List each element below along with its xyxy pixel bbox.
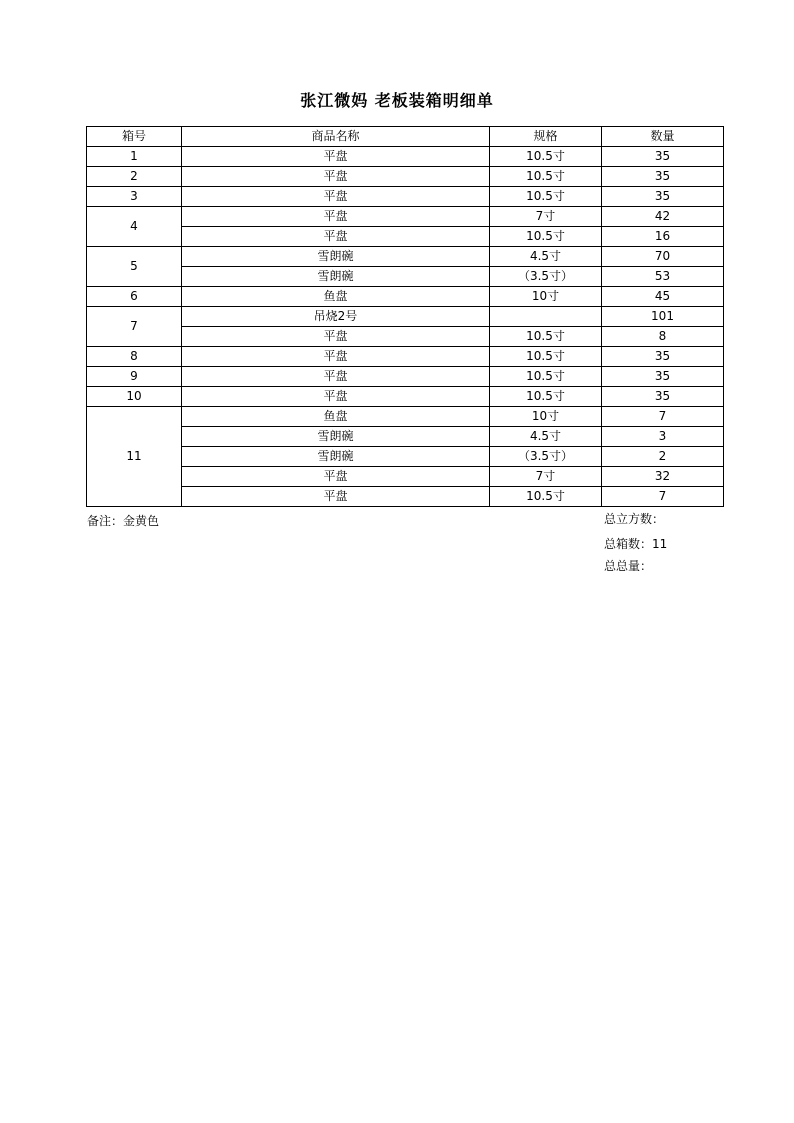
table-row <box>87 407 724 427</box>
cell-quantity: 35 <box>602 187 724 207</box>
table-body <box>87 147 724 507</box>
cell-box-no: 10 <box>87 387 182 407</box>
header-box-no: 箱号 <box>87 127 182 147</box>
table-row <box>87 187 724 207</box>
cell-box-no: 1 <box>87 147 182 167</box>
cell-spec: 10.5寸 <box>490 227 602 247</box>
cell-product-name: 雪朗碗 <box>182 247 490 267</box>
cell-quantity: 53 <box>602 267 724 287</box>
cell-spec: 4.5寸 <box>490 247 602 267</box>
table-row <box>87 467 724 487</box>
cell-product-name: 鱼盘 <box>182 287 490 307</box>
total-boxes-label: 总箱数：11 <box>604 537 668 551</box>
cell-spec: 10.5寸 <box>490 367 602 387</box>
cell-spec: 10寸 <box>490 407 602 427</box>
cell-spec <box>490 307 602 327</box>
table-row <box>87 267 724 287</box>
cell-quantity: 70 <box>602 247 724 267</box>
cell-spec: 10.5寸 <box>490 187 602 207</box>
cell-product-name: 平盘 <box>182 367 490 387</box>
cell-quantity: 7 <box>602 407 724 427</box>
table-row <box>87 327 724 347</box>
table-row <box>87 287 724 307</box>
cell-quantity: 35 <box>602 387 724 407</box>
cell-product-name: 平盘 <box>182 347 490 367</box>
cell-quantity: 35 <box>602 167 724 187</box>
cell-product-name: 平盘 <box>182 327 490 347</box>
cell-product-name: 平盘 <box>182 187 490 207</box>
cell-quantity: 7 <box>602 487 724 507</box>
remark-note: 备注：金黄色 <box>87 514 160 528</box>
cell-quantity: 35 <box>602 347 724 367</box>
cell-box-no: 3 <box>87 187 182 207</box>
cell-box-no: 9 <box>87 367 182 387</box>
cell-quantity: 8 <box>602 327 724 347</box>
header-spec: 规格 <box>490 127 602 147</box>
cell-spec: 7寸 <box>490 467 602 487</box>
cell-product-name: 雪朗碗 <box>182 427 490 447</box>
cell-spec: （3.5寸） <box>490 447 602 467</box>
cell-product-name: 雪朗碗 <box>182 267 490 287</box>
cell-box-no: 7 <box>87 307 182 347</box>
table-row <box>87 207 724 227</box>
cell-quantity: 16 <box>602 227 724 247</box>
cell-quantity: 2 <box>602 447 724 467</box>
table-row <box>87 227 724 247</box>
table-row <box>87 307 724 327</box>
cell-spec: 7寸 <box>490 207 602 227</box>
table-row <box>87 147 724 167</box>
table-row <box>87 487 724 507</box>
table-row <box>87 427 724 447</box>
cell-quantity: 35 <box>602 367 724 387</box>
packing-table <box>86 126 724 507</box>
cell-box-no: 6 <box>87 287 182 307</box>
document-title: 张江微妈 老板装箱明细单 <box>300 91 494 110</box>
cell-box-no: 11 <box>87 407 182 507</box>
cell-product-name: 平盘 <box>182 207 490 227</box>
cell-box-no: 4 <box>87 207 182 247</box>
table-row <box>87 247 724 267</box>
cell-spec: 10.5寸 <box>490 327 602 347</box>
cell-spec: 10寸 <box>490 287 602 307</box>
cell-spec: 10.5寸 <box>490 487 602 507</box>
table-row <box>87 387 724 407</box>
cell-product-name: 平盘 <box>182 227 490 247</box>
cell-quantity: 35 <box>602 147 724 167</box>
cell-quantity: 3 <box>602 427 724 447</box>
cell-product-name: 平盘 <box>182 167 490 187</box>
cell-box-no: 2 <box>87 167 182 187</box>
cell-quantity: 32 <box>602 467 724 487</box>
table-row <box>87 167 724 187</box>
total-weight-label: 总总量： <box>604 559 653 573</box>
cell-product-name: 平盘 <box>182 387 490 407</box>
cell-spec: 10.5寸 <box>490 347 602 367</box>
cell-spec: 10.5寸 <box>490 147 602 167</box>
header-quantity: 数量 <box>602 127 724 147</box>
cell-product-name: 平盘 <box>182 467 490 487</box>
cell-quantity: 42 <box>602 207 724 227</box>
cell-spec: 4.5寸 <box>490 427 602 447</box>
header-product-name: 商品名称 <box>182 127 490 147</box>
cell-spec: （3.5寸） <box>490 267 602 287</box>
table-row <box>87 347 724 367</box>
total-cubic-label: 总立方数： <box>604 512 665 526</box>
table-row <box>87 447 724 467</box>
table-row <box>87 367 724 387</box>
table-header-row <box>87 127 724 147</box>
cell-product-name: 鱼盘 <box>182 407 490 427</box>
cell-product-name: 吊烧2号 <box>182 307 490 327</box>
cell-product-name: 平盘 <box>182 487 490 507</box>
cell-box-no: 5 <box>87 247 182 287</box>
cell-quantity: 45 <box>602 287 724 307</box>
cell-quantity: 101 <box>602 307 724 327</box>
cell-product-name: 雪朗碗 <box>182 447 490 467</box>
cell-spec: 10.5寸 <box>490 387 602 407</box>
cell-product-name: 平盘 <box>182 147 490 167</box>
cell-spec: 10.5寸 <box>490 167 602 187</box>
cell-box-no: 8 <box>87 347 182 367</box>
